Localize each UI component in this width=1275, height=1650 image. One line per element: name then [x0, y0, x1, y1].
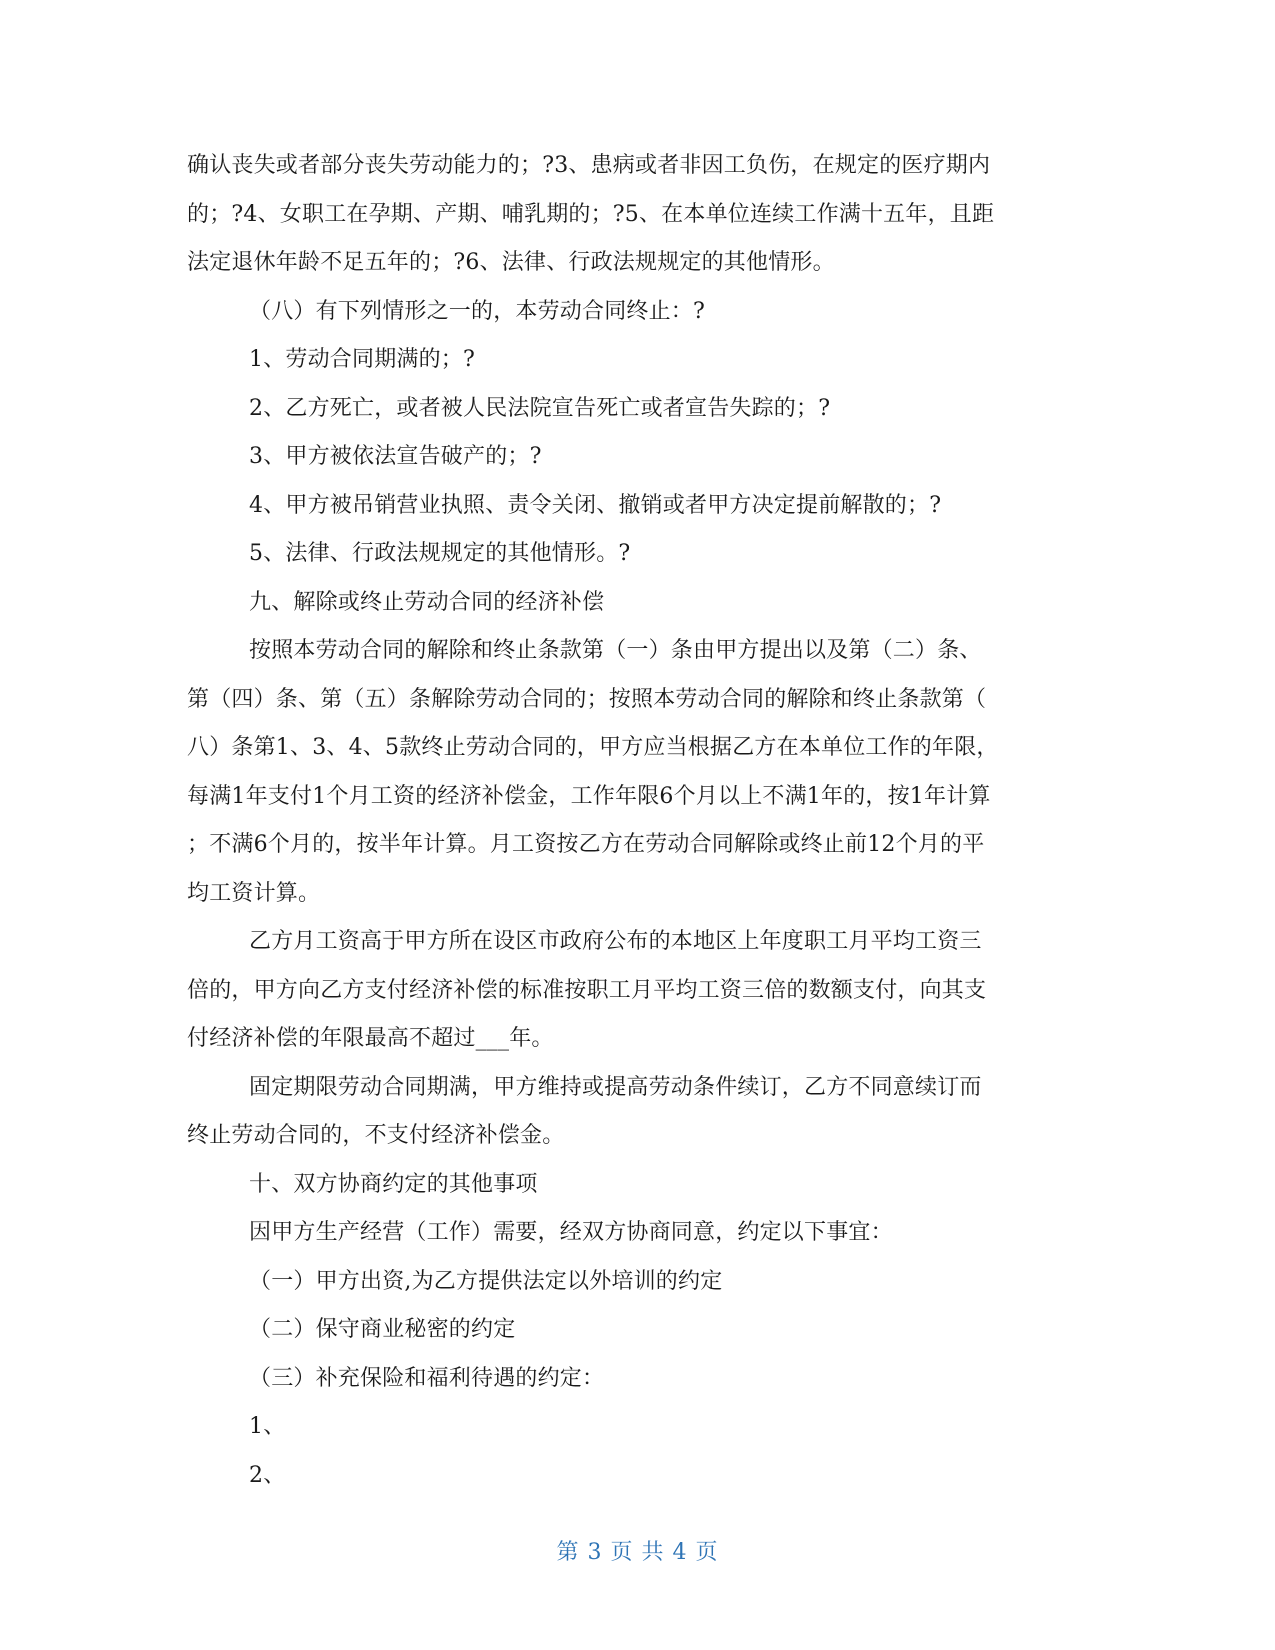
text-line: 4、甲方被吊销营业执照、责令关闭、撤销或者甲方决定提前解散的；? — [249, 492, 942, 518]
text-line: 5、法律、行政法规规定的其他情形。? — [249, 541, 631, 566]
text-line: 付经济补偿的年限最高不超过___年。 — [187, 1026, 554, 1051]
text-line: 3、甲方被依法宣告破产的；? — [249, 444, 542, 469]
text-line: 1、 — [249, 1414, 286, 1439]
text-line: 倍的，甲方向乙方支付经济补偿的标准按职工月平均工资三倍的数额支付，向其支 — [187, 977, 987, 1003]
text-line: 终止劳动合同的，不支付经济补偿金。 — [187, 1123, 565, 1148]
text-line: 十、双方协商约定的其他事项 — [249, 1171, 538, 1197]
text-line: 九、解除或终止劳动合同的经济补偿 — [249, 589, 605, 615]
text-line: （八）有下列情形之一的，本劳动合同终止：? — [249, 298, 705, 324]
page-footer: 第 3 页 共 4 页 — [556, 1540, 719, 1565]
text-line: 法定退休年龄不足五年的；?6、法律、行政法规规定的其他情形。 — [187, 250, 835, 275]
text-line: （一）甲方出资,为乙方提供法定以外培训的约定 — [249, 1268, 723, 1294]
text-line: 每满1年支付1个月工资的经济补偿金，工作年限6个月以上不满1年的，按1年计算 — [187, 783, 991, 809]
text-line: 八）条第1、3、4、5款终止劳动合同的，甲方应当根据乙方在本单位工作的年限， — [187, 735, 999, 760]
text-line: 1、劳动合同期满的；? — [249, 347, 475, 372]
text-line: 乙方月工资高于甲方所在设区市政府公布的本地区上年度职工月平均工资三 — [249, 929, 982, 954]
document-body — [187, 142, 1092, 1500]
text-line: 确认丧失或者部分丧失劳动能力的；?3、患病或者非因工负伤，在规定的医疗期内 — [187, 153, 991, 178]
text-line: 固定期限劳动合同期满，甲方维持或提高劳动条件续订，乙方不同意续订而 — [249, 1074, 982, 1100]
text-line: 第（四）条、第（五）条解除劳动合同的；按照本劳动合同的解除和终止条款第（ — [187, 686, 987, 712]
text-line: 均工资计算。 — [187, 880, 321, 906]
text-line: 因甲方生产经营（工作）需要，经双方协商同意，约定以下事宜： — [249, 1220, 893, 1245]
text-line: 2、乙方死亡，或者被人民法院宣告死亡或者宣告失踪的；? — [249, 395, 831, 421]
text-line: 按照本劳动合同的解除和终止条款第（一）条由甲方提出以及第（二）条、 — [249, 638, 982, 663]
text-line: （三）补充保险和福利待遇的约定： — [249, 1365, 605, 1391]
text-line: 2、 — [249, 1462, 286, 1488]
text-line: ；不满6个月的，按半年计算。月工资按乙方在劳动合同解除或终止前12个月的平 — [187, 832, 985, 857]
text-line: （二）保守商业秘密的约定 — [249, 1317, 516, 1342]
text-line: 的；?4、女职工在孕期、产期、哺乳期的；?5、在本单位连续工作满十五年，且距 — [187, 201, 995, 227]
